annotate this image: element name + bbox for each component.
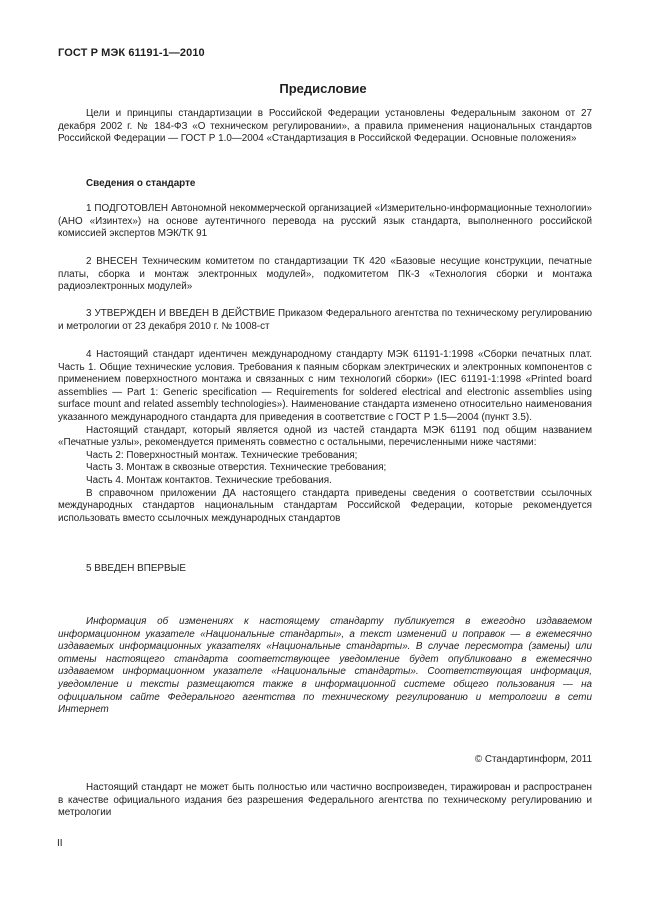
intro-paragraph: Цели и принципы стандартизации в Российской Федерации установлены Федеральным законом от 27 декабря 2002 г. № 184-ФЗ «О техническом регулировании», а правила применения национальных стандартов Российской Федерации — ГОСТ Р 1.0—2004 «Стандартизация в Российской Федерации. Основные положения» xyxy=(58,108,592,145)
notice-block xyxy=(58,616,592,717)
item-4-parts-intro: Настоящий стандарт, который является одной из частей стандарта МЭК 61191 под общим названием «Печатные узлы», рекомендуется применять совместно с остальными, перечисленными ниже частями: xyxy=(58,424,592,449)
notice-text: Информация об изменениях к настоящему стандарту публикуется в ежегодно издаваемом информационном указателе «Национальные стандарты», а текст изменений и поправок — в ежемесячно издаваемых информационных указателях «Национальные стандарты». В случае пересмотра (замены) или отмены настоящего стандарта соответствующее уведомление будет опубликовано в ежемесячно издаваемом информационном указателе «Национальные стандарты». Соответствующая информация, уведомление и тексты размещаются также в информационной системе общего пользования — на официальном сайте Федерального агентства по техническому регулированию и метрологии в сети Интернет xyxy=(58,616,592,716)
item-4-appendix: В справочном приложении ДА настоящего стандарта приведены сведения о соответствии ссылочных международных стандартов национальным стандартам Российской Федерации, которые рекомендуется использовать вместо ссылочных международных стандартов xyxy=(58,487,592,524)
copyright: © Стандартинформ, 2011 xyxy=(474,754,592,765)
page-number: II xyxy=(57,838,63,849)
item-2 xyxy=(58,256,592,294)
item-5-text: 5 ВВЕДЕН ВПЕРВЫЕ xyxy=(86,563,186,574)
reproduction-block xyxy=(58,782,592,820)
part-3-line: Часть 3. Монтаж в сквозные отверстия. Технические требования; xyxy=(86,462,387,474)
document-header: ГОСТ Р МЭК 61191-1—2010 xyxy=(58,47,205,59)
part-4-line: Часть 4. Монтаж контактов. Технические требования. xyxy=(86,474,332,486)
item-3-text: 3 УТВЕРЖДЕН И ВВЕДЕН В ДЕЙСТВИЕ Приказом Федерального агентства по техническому регулированию и метрологии от 23 декабря 2010 г. № 1008-ст xyxy=(58,308,592,332)
reproduction-text: Настоящий стандарт не может быть полностью или частично воспроизведен, тиражирован и распространен в качестве официального издания без разрешения Федерального агентства по техническому регулированию и метрологии xyxy=(58,782,592,819)
section-heading: Сведения о стандарте xyxy=(86,178,196,189)
item-4-text: 4 Настоящий стандарт идентичен международному стандарту МЭК 61191-1:1998 «Сборки печатных плат. Часть 1. Общие технические условия. Требования к паяным сборкам электрических и электронных компонентов с применением поверхностного монтажа и связанных с ним технологий сборки» (IEC 61191-1:1998 «Printed board assemblies — Part 1: Generic specification — Requirements for soldered electrical and electronic assemblies using surface mount and related assembly technologies»). Наименование стандарта изменено относительно наименования указанного международного стандарта для приведения в соответствие с ГОСТ Р 1.5—2004 (пункт 3.5). xyxy=(58,349,592,423)
item-1 xyxy=(58,203,592,241)
item-4 xyxy=(58,349,592,525)
item-3 xyxy=(58,308,592,333)
page-title: Предисловие xyxy=(279,81,367,96)
item-1-text: 1 ПОДГОТОВЛЕН Автономной некоммерческой организацией «Измерительно-информационные технологии» (АНО «Изинтех») на основе аутентичного перевода на русский язык стандарта, выполненного российской комиссией экспертов МЭК/ТК 91 xyxy=(58,203,592,240)
item-2-text: 2 ВНЕСЕН Техническим комитетом по стандартизации ТК 420 «Базовые несущие конструкции, печатные платы, сборка и монтаж электронных модулей», подкомитетом ПК-3 «Технология сборки и монтажа радиоэлектронных модулей» xyxy=(58,256,592,293)
item-5 xyxy=(58,563,592,576)
intro-block xyxy=(58,108,592,146)
part-2-line: Часть 2: Поверхностный монтаж. Технические требования; xyxy=(86,449,358,461)
